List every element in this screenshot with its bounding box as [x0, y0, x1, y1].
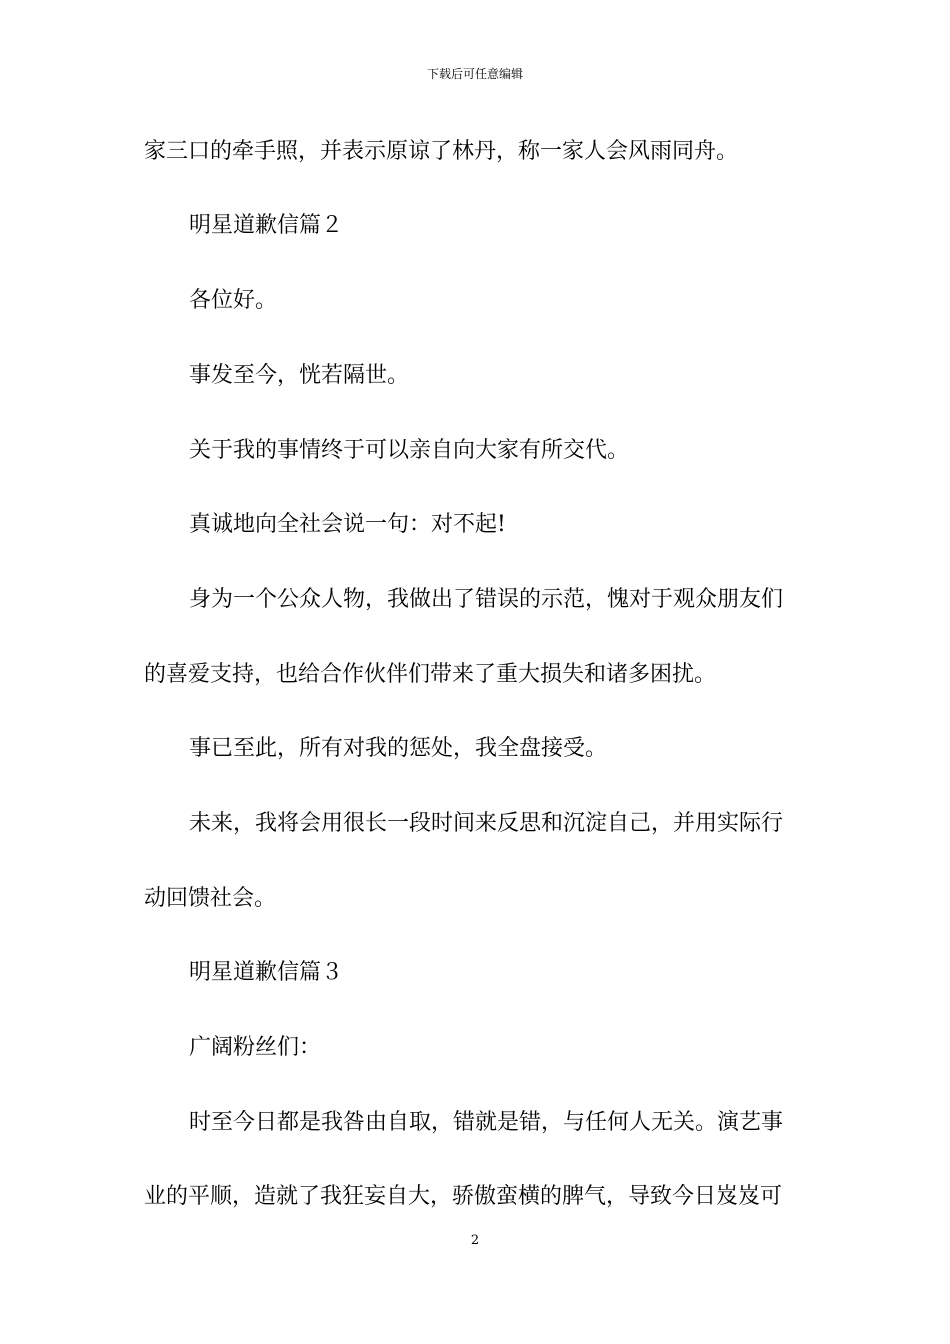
- page-number: 2: [470, 1233, 480, 1248]
- body-line: 身为一个公众人物，我做出了错误的示范，愧对于观众朋友们: [189, 587, 784, 612]
- body-line: 业的平顺，造就了我狂妄自大，骄傲蛮横的脾气，导致今日岌岌可: [144, 1184, 783, 1209]
- body-line: 真诚地向全社会说一句：对不起!: [189, 512, 506, 537]
- body-line: 关于我的事情终于可以亲自向大家有所交代。: [189, 438, 630, 463]
- body-line: 家三口的牵手照，并表示原谅了林丹，称一家人会风雨同舟。: [144, 139, 739, 164]
- body-line: 时至今日都是我咎由自取，错就是错，与任何人无关。演艺事: [189, 1110, 784, 1135]
- section-heading: 明星道歉信篇２: [189, 213, 344, 238]
- body-line: 事发至今，恍若隔世。: [189, 363, 410, 388]
- body-line: 事已至此，所有对我的惩处，我全盘接受。: [189, 736, 608, 761]
- section-heading: 明星道歉信篇３: [189, 960, 344, 985]
- body-line: 动回馈社会。: [144, 886, 277, 911]
- body-line: 的喜爱支持，也给合作伙伴们带来了重大损失和诸多困扰。: [144, 662, 717, 687]
- body-line: 各位好。: [189, 288, 278, 313]
- body-line: 未来，我将会用很长一段时间来反思和沉淀自己，并用实际行: [189, 811, 784, 836]
- body-line: 广阔粉丝们：: [189, 1035, 322, 1060]
- page-header: 下载后可任意编辑: [426, 67, 523, 81]
